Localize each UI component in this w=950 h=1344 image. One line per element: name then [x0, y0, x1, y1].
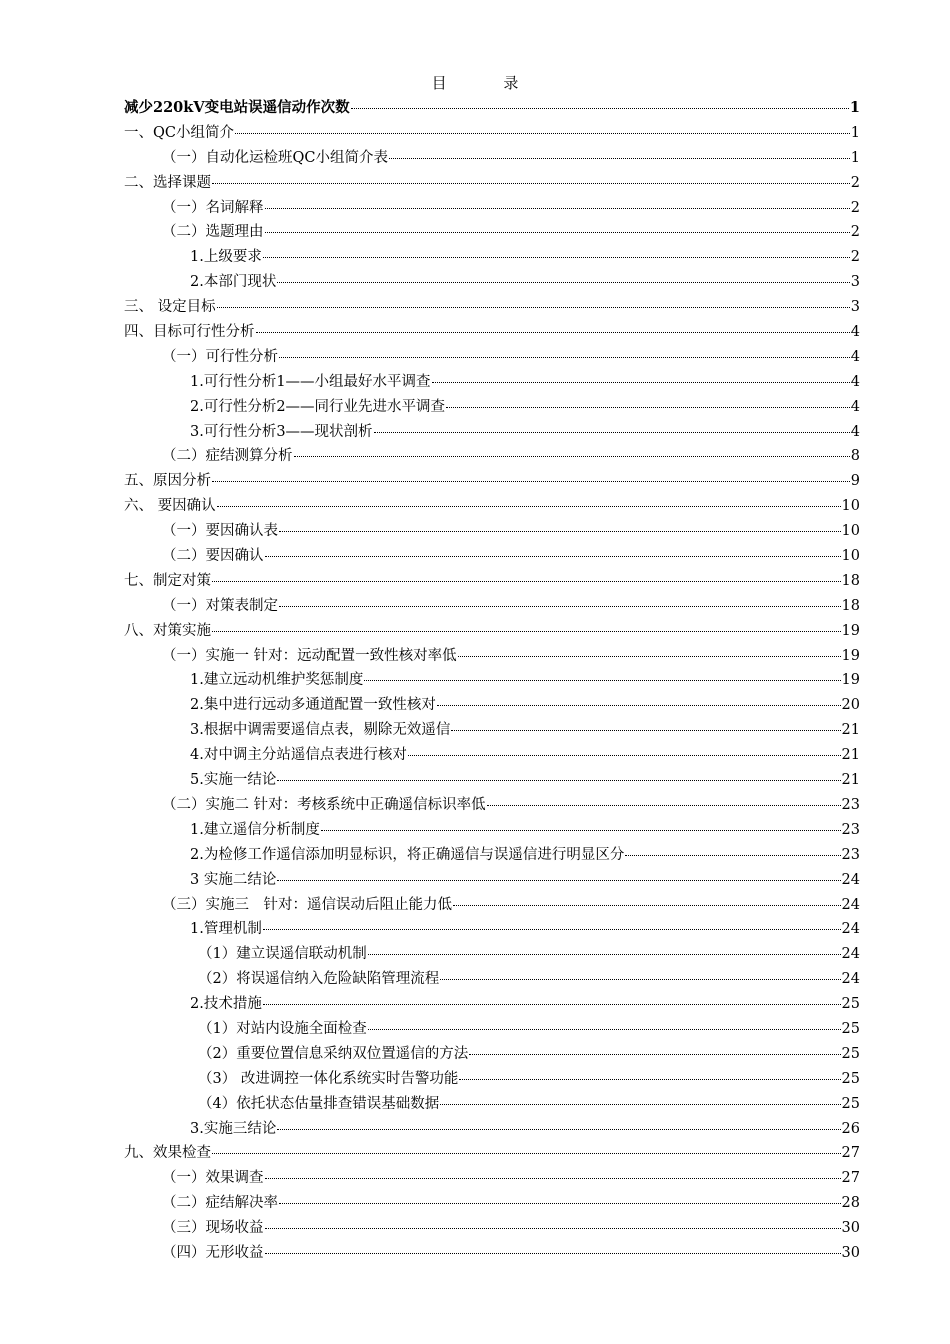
toc-entry-text: 八、对策实施 — [124, 622, 211, 639]
toc-entry-text: 3.可行性分析3——现状剖析 — [190, 423, 373, 440]
toc-page-number: 23 — [841, 821, 860, 838]
toc-entry[interactable] — [124, 1017, 860, 1042]
toc-dot-leader — [368, 954, 841, 955]
toc-entry[interactable] — [124, 893, 860, 918]
toc-dot-leader — [440, 1104, 840, 1105]
toc-dot-leader — [446, 407, 850, 408]
toc-dot-leader — [279, 1203, 841, 1204]
toc-entry[interactable] — [124, 793, 860, 818]
toc-entry[interactable] — [124, 544, 860, 569]
toc-dot-leader — [321, 830, 841, 831]
toc-dot-leader — [351, 108, 849, 109]
toc-entry-text: （2）将误遥信纳入危险缺陷管理流程 — [198, 971, 440, 988]
toc-dot-leader — [279, 606, 841, 607]
toc-entry[interactable] — [124, 917, 860, 942]
toc-entry-text: 4.对中调主分站遥信点表进行核对 — [190, 747, 407, 764]
toc-dot-leader — [265, 1228, 841, 1229]
toc-entry-text: 2.集中进行远动多通道配置一致性核对 — [190, 697, 436, 714]
toc-entry[interactable] — [124, 345, 860, 370]
toc-entry[interactable] — [124, 196, 860, 221]
toc-entry[interactable] — [124, 644, 860, 669]
toc-dot-leader — [279, 531, 841, 532]
toc-entry-text: （一）可行性分析 — [162, 348, 278, 365]
toc-entry[interactable] — [124, 868, 860, 893]
toc-entry[interactable] — [124, 843, 860, 868]
toc-entry[interactable] — [124, 1241, 860, 1266]
toc-page-number: 3 — [850, 299, 860, 316]
toc-dot-leader — [408, 755, 841, 756]
toc-entry-text: 3.实施三结论 — [190, 1120, 277, 1137]
toc-entry-text: （二）症结解决率 — [162, 1195, 278, 1212]
toc-page-number: 21 — [841, 772, 860, 789]
toc-entry-text: 三、 设定目标 — [124, 299, 216, 316]
toc-page-number: 10 — [841, 548, 860, 565]
toc-entry-text: 2.可行性分析2——同行业先进水平调查 — [190, 398, 446, 415]
toc-page-number: 19 — [841, 672, 860, 689]
toc-dot-leader — [437, 705, 841, 706]
toc-dot-leader — [374, 432, 850, 433]
toc-entry[interactable] — [124, 1117, 860, 1142]
toc-entry-text: 1.建立远动机维护奖惩制度 — [190, 672, 364, 689]
toc-entry[interactable] — [124, 395, 860, 420]
toc-page-number: 9 — [850, 473, 860, 490]
toc-entry[interactable] — [124, 1067, 860, 1092]
toc-entry-text: 四、目标可行性分析 — [124, 324, 255, 341]
toc-page-number: 10 — [841, 498, 860, 515]
toc-dot-leader — [263, 257, 850, 258]
toc-entry-text: （二）要因确认 — [162, 548, 264, 565]
toc-dot-leader — [368, 1029, 841, 1030]
toc-dot-leader — [469, 1054, 840, 1055]
toc-dot-leader — [625, 855, 840, 856]
toc-dot-leader — [277, 1129, 840, 1130]
toc-entry-text: （二）实施二 针对：考核系统中正确遥信标识率低 — [162, 796, 486, 813]
toc-entry[interactable] — [124, 295, 860, 320]
toc-entry-text: 1.可行性分析1——小组最好水平调查 — [190, 373, 431, 390]
toc-page-number: 19 — [841, 647, 860, 664]
toc-entry[interactable] — [124, 494, 860, 519]
toc-page-number: 25 — [841, 996, 860, 1013]
toc-entry-text: （1）对站内设施全面检查 — [198, 1020, 367, 1037]
toc-page-number: 4 — [850, 423, 860, 440]
toc-entry[interactable] — [124, 718, 860, 743]
toc-entry[interactable] — [124, 942, 860, 967]
toc-page-number: 30 — [841, 1220, 860, 1237]
toc-page-number: 24 — [841, 896, 860, 913]
toc-title: 目 录 — [431, 74, 545, 92]
toc-dot-leader — [294, 456, 850, 457]
toc-page-number: 24 — [841, 871, 860, 888]
toc-page-number: 25 — [841, 1070, 860, 1087]
toc-dot-leader — [277, 780, 840, 781]
toc-entry[interactable] — [124, 1166, 860, 1191]
toc-entry[interactable] — [124, 743, 860, 768]
toc-dot-leader — [212, 481, 850, 482]
toc-entry[interactable] — [124, 992, 860, 1017]
toc-entry-text: 1.建立遥信分析制度 — [190, 821, 320, 838]
toc-entry-text: （3） 改进调控一体化系统实时告警功能 — [198, 1070, 459, 1087]
toc-dot-leader — [451, 730, 840, 731]
toc-dot-leader — [212, 581, 841, 582]
toc-page-number: 2 — [850, 224, 860, 241]
toc-entry-text: 1.上级要求 — [190, 249, 262, 266]
toc-dot-leader — [263, 1004, 841, 1005]
toc-dot-leader — [217, 307, 850, 308]
toc-page-number: 3 — [850, 274, 860, 291]
toc-entry[interactable] — [124, 370, 860, 395]
toc-entry[interactable] — [124, 668, 860, 693]
toc-entry-text: 2.本部门现状 — [190, 274, 277, 291]
toc-entry-text: （一）自动化运检班QC小组简介表 — [162, 149, 388, 166]
toc-dot-leader — [235, 133, 850, 134]
toc-page-number: 28 — [841, 1195, 860, 1212]
toc-dot-leader — [277, 282, 849, 283]
toc-page-number: 21 — [841, 747, 860, 764]
toc-page-number: 2 — [850, 174, 860, 191]
toc-page-number: 25 — [841, 1020, 860, 1037]
toc-dot-leader — [265, 556, 841, 557]
toc-page-number: 24 — [841, 921, 860, 938]
toc-page-number: 18 — [841, 572, 860, 589]
toc-entry-text: （一）效果调查 — [162, 1170, 264, 1187]
toc-page-number: 24 — [841, 971, 860, 988]
toc-page-number: 27 — [841, 1170, 860, 1187]
toc-entry-text: 七、制定对策 — [124, 572, 211, 589]
toc-entry[interactable] — [124, 420, 860, 445]
toc-dot-leader — [364, 680, 840, 681]
toc-page-number: 1 — [850, 149, 860, 166]
toc-page-number: 20 — [841, 697, 860, 714]
toc-entry-text: 1.管理机制 — [190, 921, 262, 938]
toc-entry[interactable] — [124, 1042, 860, 1067]
toc-entry-text: 3 实施二结论 — [190, 871, 277, 888]
toc-dot-leader — [279, 357, 850, 358]
toc-entry[interactable] — [124, 768, 860, 793]
toc-dot-leader — [265, 232, 850, 233]
toc-entry-text: 二、选择课题 — [124, 174, 211, 191]
toc-dot-leader — [265, 1253, 841, 1254]
toc-entry[interactable] — [124, 220, 860, 245]
toc-page-number: 4 — [850, 324, 860, 341]
toc-page-number: 10 — [841, 523, 860, 540]
toc-entry-text: （一）实施一 针对：远动配置一致性核对率低 — [162, 647, 457, 664]
toc-entry[interactable] — [124, 469, 860, 494]
toc-page-number: 25 — [841, 1095, 860, 1112]
toc-entry[interactable] — [124, 619, 860, 644]
toc-page-number: 4 — [850, 398, 860, 415]
toc-entry-text: 九、效果检查 — [124, 1145, 211, 1162]
toc-dot-leader — [459, 1079, 840, 1080]
toc-page-number: 24 — [841, 946, 860, 963]
toc-entry[interactable] — [124, 693, 860, 718]
toc-entry[interactable] — [124, 171, 860, 196]
toc-dot-leader — [458, 656, 841, 657]
toc-dot-leader — [277, 880, 840, 881]
toc-entry[interactable] — [124, 320, 860, 345]
toc-entry-text: 2.技术措施 — [190, 996, 262, 1013]
toc-page-number: 2 — [850, 249, 860, 266]
toc-entry-text: （一）要因确认表 — [162, 523, 278, 540]
toc-entry[interactable] — [124, 818, 860, 843]
toc-page-number: 4 — [850, 348, 860, 365]
toc-entry-text: （一）名词解释 — [162, 199, 264, 216]
toc-entry[interactable] — [124, 1092, 860, 1117]
toc-page-number: 23 — [841, 846, 860, 863]
toc-entry-text: （四）无形收益 — [162, 1244, 264, 1261]
toc-entry-text: （1）建立误遥信联动机制 — [198, 946, 367, 963]
toc-entry-text: （4）依托状态估量排查错误基础数据 — [198, 1095, 440, 1112]
toc-dot-leader — [212, 631, 841, 632]
toc-page-number: 25 — [841, 1045, 860, 1062]
toc-dot-leader — [432, 382, 850, 383]
toc-entry-text: 五、原因分析 — [124, 473, 211, 490]
toc-page-number: 27 — [841, 1145, 860, 1162]
toc-entry-text: 一、QC小组简介 — [124, 124, 234, 141]
toc-dot-leader — [440, 979, 840, 980]
toc-entry-text: （三）实施三 针对：遥信误动后阻止能力低 — [162, 896, 452, 913]
toc-entry[interactable] — [124, 270, 860, 295]
toc-page-number: 1 — [849, 99, 860, 116]
toc-entry-text: 2.为检修工作遥信添加明显标识，将正确遥信与误遥信进行明显区分 — [190, 846, 625, 863]
toc-entry-text: （2）重要位置信息采纳双位置遥信的方法 — [198, 1045, 469, 1062]
toc-page-number: 1 — [850, 124, 860, 141]
toc-page-number: 19 — [841, 622, 860, 639]
toc-entry[interactable] — [124, 967, 860, 992]
toc-entry-text: 六、 要因确认 — [124, 498, 216, 515]
toc-page-number: 18 — [841, 597, 860, 614]
toc-entry[interactable] — [124, 444, 860, 469]
toc-page-number: 26 — [841, 1120, 860, 1137]
toc-dot-leader — [212, 1153, 841, 1154]
toc-dot-leader — [453, 905, 841, 906]
toc-page-number: 23 — [841, 796, 860, 813]
table-of-contents — [124, 96, 860, 1266]
toc-dot-leader — [212, 183, 850, 184]
toc-entry-text: （一）对策表制定 — [162, 597, 278, 614]
toc-entry-text: （二）选题理由 — [162, 224, 264, 241]
toc-entry[interactable] — [124, 121, 860, 146]
toc-page-number: 30 — [841, 1244, 860, 1261]
toc-entry[interactable] — [124, 519, 860, 544]
toc-dot-leader — [265, 1178, 841, 1179]
toc-entry[interactable] — [124, 146, 860, 171]
toc-entry[interactable] — [124, 1216, 860, 1241]
toc-dot-leader — [217, 506, 841, 507]
toc-entry[interactable] — [124, 1141, 860, 1166]
toc-entry-text: （三）现场收益 — [162, 1220, 264, 1237]
toc-dot-leader — [265, 208, 850, 209]
toc-dot-leader — [263, 929, 841, 930]
toc-entry[interactable] — [124, 96, 860, 121]
toc-entry[interactable] — [124, 569, 860, 594]
toc-page-number: 4 — [850, 373, 860, 390]
toc-entry[interactable] — [124, 245, 860, 270]
toc-entry-text: 5.实施一结论 — [190, 772, 277, 789]
toc-entry-text: 3.根据中调需要遥信点表，剔除无效遥信 — [190, 722, 451, 739]
toc-entry[interactable] — [124, 1191, 860, 1216]
toc-page-number: 21 — [841, 722, 860, 739]
toc-dot-leader — [256, 332, 850, 333]
toc-page-number: 2 — [850, 199, 860, 216]
toc-entry-text: （二）症结测算分析 — [162, 448, 293, 465]
toc-dot-leader — [389, 158, 850, 159]
toc-entry-text: 减少220kV变电站误遥信动作次数 — [124, 99, 350, 116]
toc-entry[interactable] — [124, 594, 860, 619]
toc-page-number: 8 — [850, 448, 860, 465]
toc-dot-leader — [487, 805, 841, 806]
